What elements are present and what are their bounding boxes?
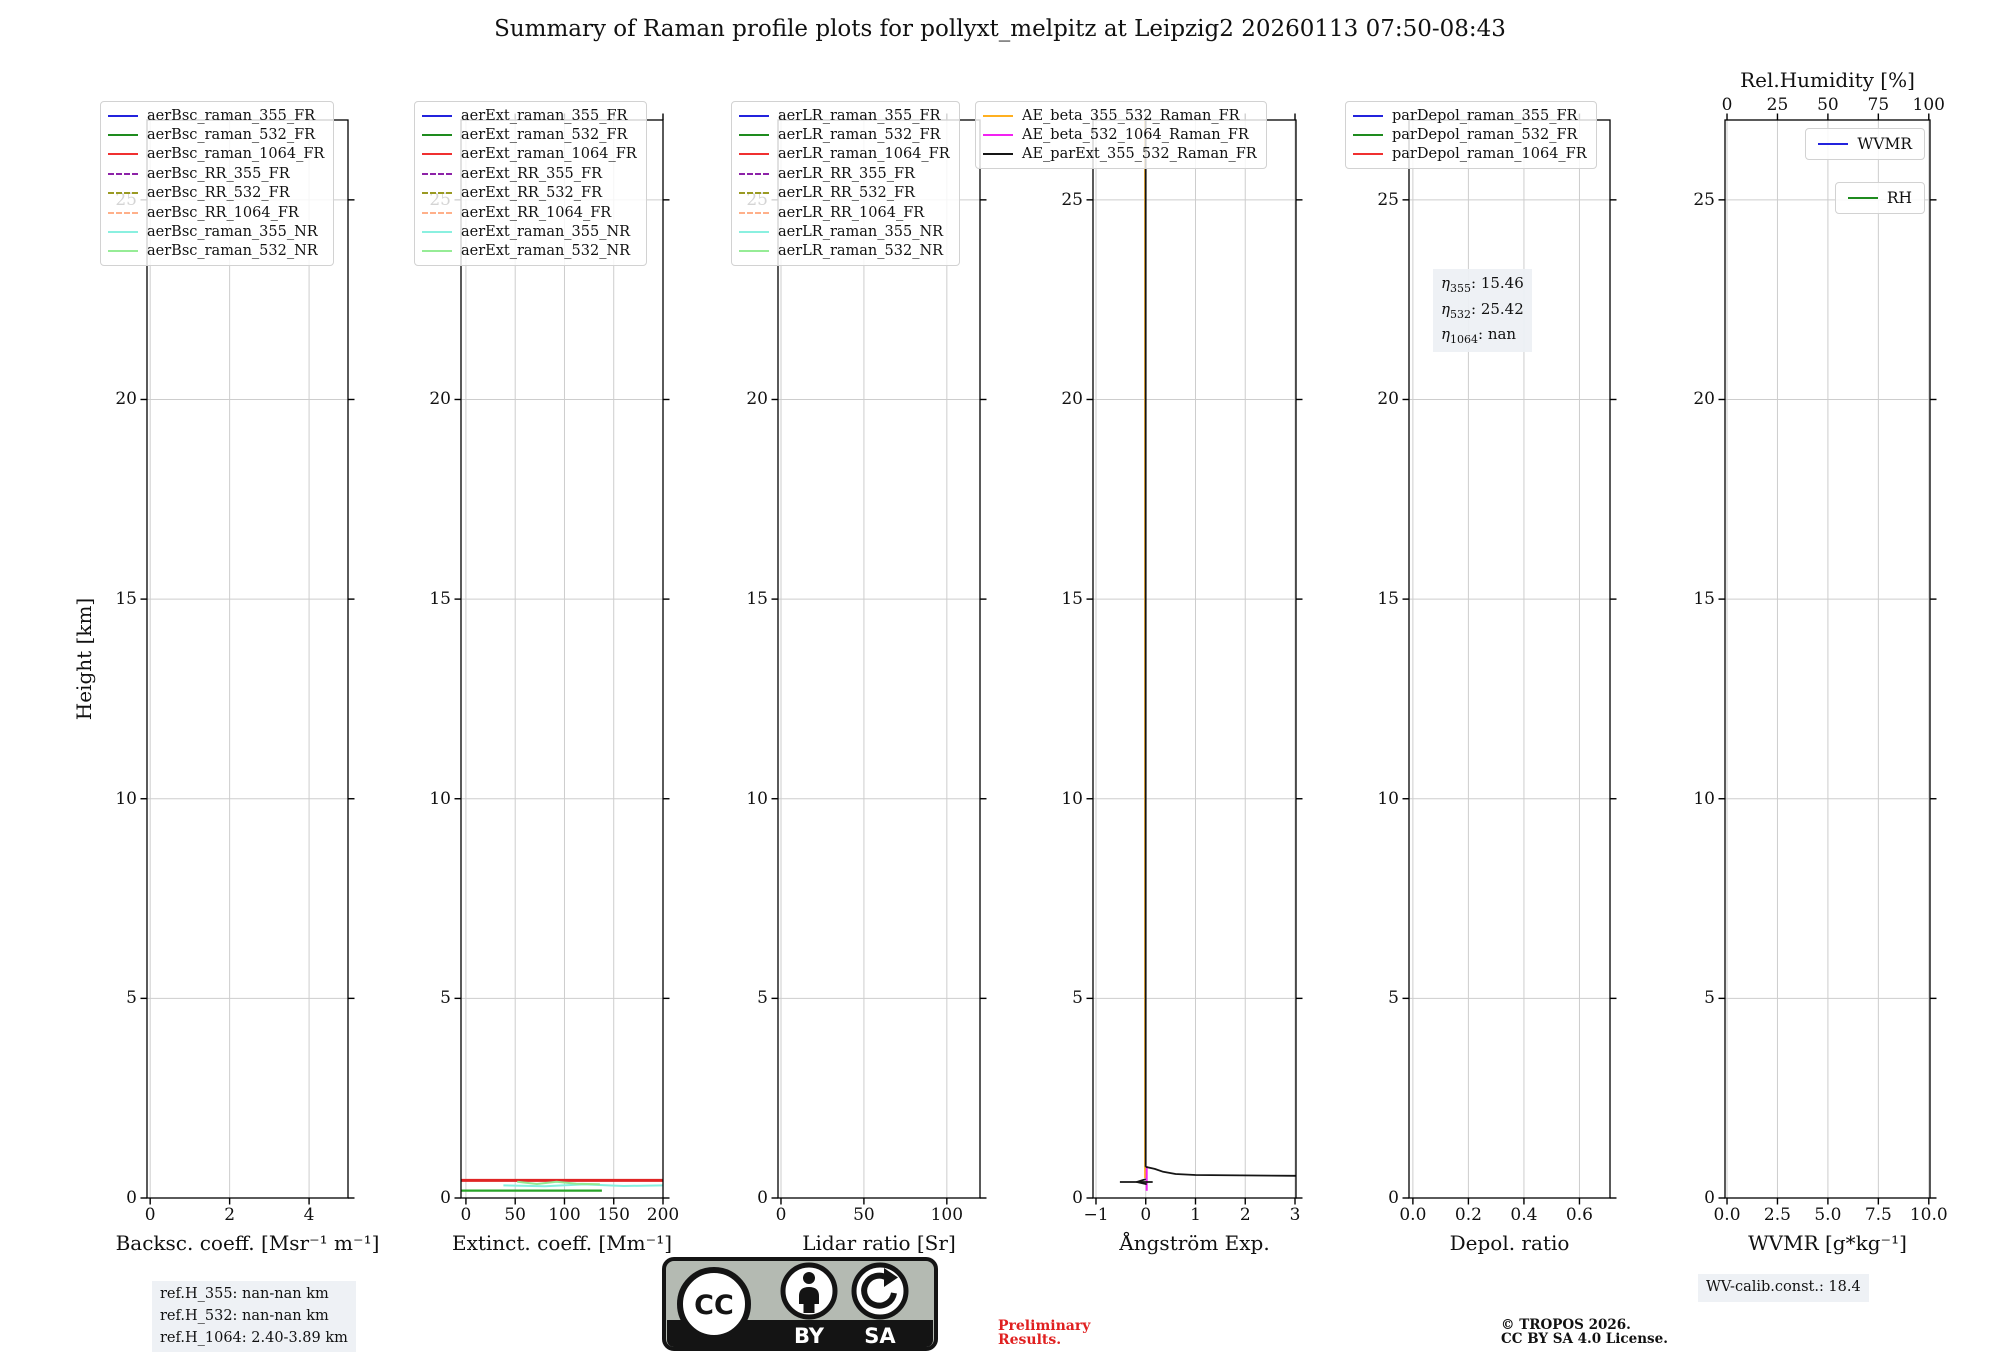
top-axis-label: Rel.Humidity [%]: [1740, 68, 1915, 92]
legend-lidar-ratio: [731, 101, 960, 266]
x-tick-label: 0: [1140, 1205, 1152, 1225]
cc-license-badge: [662, 1257, 938, 1351]
legend-entry: [108, 222, 324, 241]
y-tick-label: 5: [1704, 988, 1715, 1009]
series-AE_parExt_355_532_Raman_FR: [1146, 1167, 1296, 1176]
preliminary-line2: Results.: [998, 1332, 1062, 1348]
ref-h-355: ref.H_355: nan-nan km: [160, 1286, 329, 1302]
x-tick-label: 2: [224, 1205, 236, 1225]
y-tick-label: 15: [1061, 589, 1083, 610]
top-axis-tick-label: 100: [1912, 95, 1946, 115]
legend-entry: [1353, 145, 1587, 164]
legend-entry: [108, 164, 324, 183]
legend-entry: [739, 164, 950, 183]
y-tick-label: 5: [440, 988, 451, 1009]
x-tick-label: 50: [504, 1205, 527, 1225]
legend-entry-label: RH: [1886, 189, 1912, 207]
y-tick-label: 20: [1377, 389, 1399, 410]
legend-entry: [1353, 125, 1587, 144]
eta-subscript: 1064: [1450, 333, 1478, 346]
legend-entry: [422, 184, 637, 203]
dashed-line-sample: [108, 173, 138, 175]
y-tick-label: 15: [1693, 589, 1715, 610]
axes-frame-angstrom: [1093, 120, 1296, 1198]
axes-frame-lidar-ratio: [778, 120, 980, 1198]
legend-entry-label: aerExt_RR_1064_FR: [461, 204, 612, 221]
x-tick-label: 0.2: [1454, 1205, 1482, 1225]
eta-value: : 15.46: [1471, 274, 1524, 292]
x-axis-label-wvmr: WVMR [g*kg⁻¹]: [1748, 1231, 1907, 1255]
cc-sa-label: SA: [864, 1324, 896, 1348]
y-tick-label: 10: [1693, 788, 1715, 809]
solid-line-sample: [983, 153, 1013, 155]
solid-line-sample: [739, 115, 769, 117]
ref-h-532: ref.H_532: nan-nan km: [160, 1307, 329, 1324]
x-axis-label-extinction: Extinct. coeff. [Mm⁻¹]: [451, 1231, 673, 1255]
legend-entry: [422, 106, 637, 125]
x-tick-label: 0.4: [1510, 1205, 1538, 1225]
x-tick-label: 100: [930, 1205, 964, 1225]
legend-wvmr: [1805, 128, 1925, 160]
legend-entry: [108, 145, 324, 164]
tropos-line2: CC BY SA 4.0 License.: [1501, 1330, 1668, 1347]
by-person-icon: [783, 1265, 835, 1317]
x-tick-label: 3: [1289, 1205, 1301, 1225]
eta-symbol: η: [1441, 274, 1450, 292]
legend-entry: [422, 203, 637, 222]
legend-entry: [108, 106, 324, 125]
eta-line: [1441, 272, 1524, 298]
y-tick-label: 20: [1061, 389, 1083, 410]
cc-icon-label: CC: [694, 1290, 734, 1321]
solid-line-sample: [983, 134, 1013, 136]
legend-entry-label: aerExt_RR_355_FR: [461, 165, 602, 182]
tropos-line1: © TROPOS 2026.: [1501, 1317, 1631, 1333]
axes-frame-extinction: [461, 120, 663, 1198]
legend-entry-label: parDepol_raman_355_FR: [1392, 107, 1578, 124]
solid-line-sample: [983, 115, 1013, 117]
y-tick-label: 5: [757, 988, 768, 1009]
legend-entry: [739, 106, 950, 125]
dashed-line-sample: [422, 173, 452, 175]
legend-entry: [108, 125, 324, 144]
series-aerExt_raman_532_NR: [517, 1182, 600, 1184]
x-tick-label: 100: [548, 1205, 581, 1225]
legend-entry-label: aerLR_raman_532_FR: [778, 127, 941, 144]
dashed-line-sample: [739, 173, 769, 175]
eta-value: : nan: [1478, 325, 1517, 343]
legend-entry-label: aerBsc_raman_532_NR: [147, 243, 318, 260]
legend-entry-label: aerLR_RR_532_FR: [778, 185, 915, 202]
legend-entry: [983, 145, 1257, 164]
x-tick-label: 4: [303, 1205, 315, 1225]
solid-line-sample: [108, 134, 138, 136]
y-tick-label: 25: [1377, 189, 1399, 210]
axes-frame-backscatter: [147, 120, 348, 1198]
legend-entry-label: AE_beta_355_532_Raman_FR: [1022, 107, 1240, 124]
eta-line: [1441, 323, 1524, 349]
y-tick-label: 10: [429, 788, 451, 809]
legend-entry: [108, 203, 324, 222]
legend-extinction: [414, 101, 647, 266]
x-tick-label: 10.0: [1909, 1205, 1948, 1225]
legend-entry: [108, 184, 324, 203]
x-tick-label: 50: [853, 1205, 875, 1225]
x-tick-label: 0.0: [1399, 1205, 1427, 1225]
legend-entry-label: aerBsc_raman_532_FR: [147, 127, 316, 144]
y-tick-label: 10: [1377, 788, 1399, 809]
legend-entry-label: parDepol_raman_532_FR: [1392, 127, 1578, 144]
top-axis-tick-label: 75: [1867, 95, 1890, 115]
x-tick-label: 200: [646, 1205, 680, 1225]
legend-entry-label: AE_beta_532_1064_Raman_FR: [1022, 127, 1249, 144]
legend-entry-label: aerExt_raman_532_NR: [461, 243, 631, 260]
solid-line-sample: [1818, 143, 1848, 145]
solid-line-sample: [422, 231, 452, 233]
legend-entry: [108, 242, 324, 261]
solid-line-sample: [739, 250, 769, 252]
top-axis-tick-label: 50: [1817, 95, 1839, 115]
legend-entry: [422, 242, 637, 261]
solid-line-sample: [1353, 115, 1383, 117]
eta-subscript: 532: [1450, 307, 1471, 321]
y-tick-label: 0: [1388, 1188, 1399, 1208]
y-tick-label: 10: [1061, 788, 1083, 809]
solid-line-sample: [108, 115, 138, 117]
solid-line-sample: [1353, 153, 1383, 155]
legend-angstrom: [975, 101, 1267, 169]
legend-entry-label: WVMR: [1857, 135, 1912, 153]
legend-entry-label: aerBsc_RR_1064_FR: [147, 204, 299, 221]
y-tick-label: 0: [1704, 1188, 1715, 1208]
dashed-line-sample: [108, 212, 138, 214]
x-axis-label-angstrom: Ångström Exp.: [1119, 1231, 1270, 1255]
legend-entry: [739, 222, 950, 241]
cc-by-label: BY: [793, 1324, 825, 1348]
legend-entry: [983, 106, 1257, 125]
x-axis-label-lidar-ratio: Lidar ratio [Sr]: [802, 1231, 956, 1255]
eta-subscript: 355: [1450, 282, 1471, 295]
dashed-line-sample: [422, 192, 452, 194]
legend-entry-label: AE_parExt_355_532_Raman_FR: [1022, 146, 1257, 163]
y-tick-label: 5: [1388, 988, 1399, 1009]
y-tick-label: 10: [115, 788, 137, 809]
legend-entry-label: aerLR_raman_355_FR: [778, 107, 941, 124]
x-tick-label: 2: [1239, 1205, 1251, 1225]
legend-entry: [739, 125, 950, 144]
y-tick-label: 20: [1693, 389, 1715, 410]
legend-rh: [1835, 182, 1925, 214]
legend-entry-label: aerBsc_raman_355_NR: [147, 224, 318, 241]
solid-line-sample: [422, 250, 452, 252]
legend-depol: [1345, 101, 1597, 169]
figure-title: Summary of Raman profile plots for pollyxt_melpitz at Leipzig2 20260113 07:50-08:43: [494, 16, 1506, 42]
legend-entry: [422, 145, 637, 164]
y-tick-label: 20: [746, 389, 768, 410]
x-tick-label: 0: [460, 1205, 472, 1225]
y-tick-label: 15: [1377, 589, 1399, 610]
series-group-extinction: [461, 1180, 663, 1190]
legend-entry: [1818, 134, 1912, 154]
legend-entry-label: aerBsc_RR_532_FR: [147, 185, 290, 202]
ref-height-annotation: [152, 1281, 356, 1352]
legend-entry-label: aerExt_raman_1064_FR: [461, 146, 637, 163]
legend-entry-label: aerBsc_raman_355_FR: [147, 107, 316, 124]
legend-entry-label: aerExt_raman_355_FR: [461, 107, 628, 124]
solid-line-sample: [422, 153, 452, 155]
legend-entry-label: aerLR_RR_355_FR: [778, 165, 915, 182]
tropos-copyright: [1501, 1319, 1668, 1346]
x-tick-label: 150: [597, 1205, 630, 1225]
wv-calib-annotation: WV-calib.const.: 18.4: [1698, 1274, 1869, 1302]
legend-entry-label: aerBsc_RR_355_FR: [147, 165, 290, 182]
x-tick-label: 1: [1190, 1205, 1201, 1225]
top-axis-tick-label: 25: [1766, 95, 1789, 115]
legend-entry: [422, 222, 637, 241]
solid-line-sample: [739, 231, 769, 233]
top-axis-tick-label: 0: [1721, 95, 1733, 115]
preliminary-results-note: [998, 1319, 1090, 1347]
x-axis-label-depol: Depol. ratio: [1449, 1231, 1570, 1255]
x-tick-label: −1: [1083, 1205, 1109, 1225]
ref-h-1064: ref.H_1064: 2.40-3.89 km: [160, 1329, 348, 1346]
y-tick-label: 15: [746, 589, 768, 610]
legend-entry: [739, 242, 950, 261]
x-tick-label: 0: [144, 1205, 156, 1225]
eta-annotation: [1433, 269, 1532, 352]
x-tick-label: 7.5: [1864, 1205, 1892, 1225]
legend-entry: [739, 203, 950, 222]
x-axis-label-backscatter: Backsc. coeff. [Msr⁻¹ m⁻¹]: [115, 1231, 380, 1255]
y-tick-label: 25: [1693, 189, 1715, 210]
legend-backscatter: [100, 101, 334, 266]
preliminary-line1: Preliminary: [998, 1318, 1091, 1334]
y-tick-label: 15: [429, 589, 451, 610]
solid-line-sample: [108, 231, 138, 233]
eta-value: : 25.42: [1471, 299, 1524, 318]
legend-entry: [1353, 106, 1587, 125]
x-tick-label: 0.6: [1565, 1205, 1593, 1225]
legend-entry-label: aerLR_raman_355_NR: [778, 224, 944, 241]
x-tick-label: 2.5: [1763, 1205, 1791, 1225]
solid-line-sample: [739, 134, 769, 136]
solid-line-sample: [108, 250, 138, 252]
dashed-line-sample: [739, 192, 769, 194]
x-tick-label: 5.0: [1814, 1205, 1842, 1225]
y-tick-label: 20: [429, 389, 451, 410]
legend-entry: [422, 164, 637, 183]
solid-line-sample: [1848, 197, 1878, 199]
legend-entry-label: aerLR_RR_1064_FR: [778, 204, 925, 221]
legend-entry-label: parDepol_raman_1064_FR: [1392, 146, 1587, 163]
y-tick-label: 25: [1061, 189, 1083, 210]
series-group-angstrom: [1120, 120, 1296, 1191]
y-tick-label: 0: [126, 1188, 137, 1208]
y-tick-label: 5: [1072, 988, 1083, 1009]
dashed-line-sample: [739, 212, 769, 214]
legend-entry-label: aerLR_raman_532_NR: [778, 243, 944, 260]
y-tick-label: 5: [126, 988, 137, 1009]
y-tick-label: 0: [1072, 1188, 1083, 1208]
legend-entry: [983, 125, 1257, 144]
legend-entry: [739, 145, 950, 164]
legend-entry: [1848, 188, 1912, 208]
legend-entry-label: aerExt_raman_532_FR: [461, 127, 628, 144]
solid-line-sample: [739, 153, 769, 155]
y-tick-label: 0: [757, 1188, 768, 1208]
legend-entry: [422, 125, 637, 144]
legend-entry-label: aerExt_raman_355_NR: [461, 224, 631, 241]
x-tick-label: 0: [775, 1205, 787, 1225]
cc-icon: [680, 1270, 748, 1338]
eta-line: [1441, 298, 1524, 324]
dashed-line-sample: [108, 192, 138, 194]
y-tick-label: 10: [746, 788, 768, 809]
y-tick-label: 15: [115, 589, 137, 610]
legend-entry-label: aerLR_raman_1064_FR: [778, 146, 950, 163]
legend-entry-label: aerBsc_raman_1064_FR: [147, 146, 325, 163]
y-tick-label: 20: [115, 389, 137, 410]
solid-line-sample: [1353, 134, 1383, 136]
sa-arrow-icon: [854, 1265, 906, 1317]
solid-line-sample: [422, 115, 452, 117]
legend-entry-label: aerExt_RR_532_FR: [461, 185, 602, 202]
y-tick-label: 0: [440, 1188, 451, 1208]
y-axis-label: Height [km]: [72, 597, 96, 721]
solid-line-sample: [108, 153, 138, 155]
solid-line-sample: [422, 134, 452, 136]
eta-symbol: η: [1441, 299, 1450, 318]
x-tick-label: 0.0: [1713, 1205, 1741, 1225]
dashed-line-sample: [422, 212, 452, 214]
legend-entry: [739, 184, 950, 203]
eta-symbol: η: [1441, 325, 1450, 343]
